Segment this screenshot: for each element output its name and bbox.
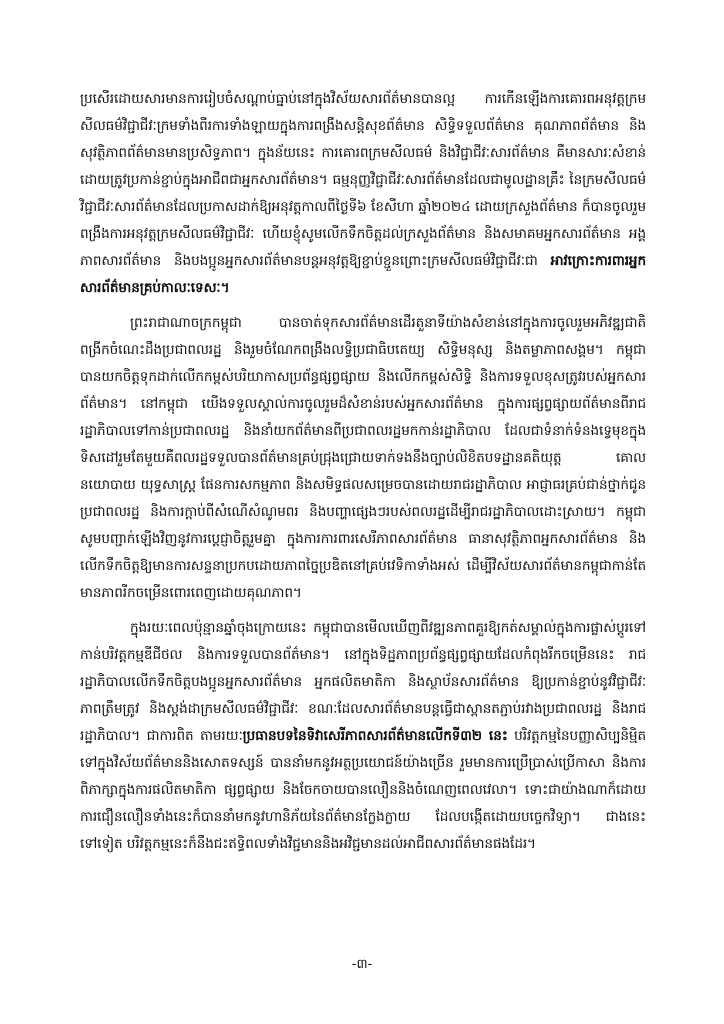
paragraph-3-bold-text: ប្រធានបទនៃទិវាសេរីភាពសារព័ត៌មានលើកទី៣២ នេះ [242,728,508,744]
page-number: -៣- [351,957,373,972]
paragraph-3 [80,615,646,858]
paragraph-3-text-end: បរិវត្តកម្មនៃបញ្ញាសិប្បនិម្មិតទៅក្នុងវិស័យព័ត៌មាននិងសោតទស្សន៍ បាននាំមកនូវអត្ថប្រយោជន៍យ៉ាងច្រើន រួមមានការប្រើប្រាស់ប្រើកាសា និងការពិភាក្សាក្នុងការផលិតមាតិកា ផ្សព្វផ្សាយ និងចែកចាយបានលឿននិងចំណេញពេលវេលា។ ទោះជាយ៉ាងណាក៏ដោយ ការជឿនលឿនទាំងនេះក៏បាននាំមកនូវហានិភ័យនៃព័ត៌មានក្លែងក្លាយ ដែលបង្កើតដោយបច្ចេកវិទ្យា។ ជាងនេះទៅទៀត បរិវត្តកម្មនេះក៏នឹងជះឥទ្ធិពលទាំងវិជ្ជមាននិងអវិជ្ជមានដល់អាជីពសារព័ត៌មានផងដែរ។ [80,728,646,852]
paragraph-1-text: ប្រសើរដោយសារមានការរៀបចំសណ្តាប់ធ្នាប់នៅក្នុងវិស័យសារព័ត៌មានបានល្អ ការកើនឡើងការគោរពអនុវត្តក្រមសីលធម៌វិជ្ជាជីវៈក្រមទាំងពីរការទាំងឡាយក្នុងការពង្រឹងសន្តិសុខព័ត៌មាន សិទ្ធិទទួលព័ត៌មាន គុណភាពព័ត៌មាន និងសុវត្ថិភាពព័ត៌មានមានប្រសិទ្ធភាព។ ក្នុងន័យនេះ ការគោរពក្រមសីលធម៌ និងវិជ្ជាជីវៈសារព័ត៌មាន គឺមានសារៈសំខាន់ ដោយត្រូវប្រកាន់ខ្ជាប់ក្នុងអាជីពជាអ្នកសារព័ត៌មាន។ ធម្មនុញ្ញវិជ្ជាជីវៈសារព័ត៌មានដែលជាមូលដ្ឋានគ្រឹះ នៃក្រមសីលធម៌វិជ្ជាជីវៈសារព័ត៌មានដែលប្រកាសដាក់ឱ្យអនុវត្តកាលពីថ្ងៃទី៦ ខែសីហា ឆ្នាំ២០២៤ ដោយក្រសួងព័ត៌មាន ក៏បានចូលរួមពង្រឹងការអនុវត្តក្រមសីលធម៌វិជ្ជាជីវៈ ហើយខ្ញុំសូមលើកទឹកចិត្តដល់ក្រសួងព័ត៌មាន និងសមាគមអ្នកសារព័ត៌មាន អង្គភាពសារព័ត៌មាន និងបងប្អូនអ្នកសារព័ត៌មានបន្តអនុវត្តឱ្យខ្ជាប់ខ្ជួនព្រោះក្រមសីលធម៌វិជ្ជាជីវៈជា [80,91,646,269]
paragraph-1 [80,86,646,302]
paragraph-3-text-start: ក្នុងរយៈពេលប៉ុន្មានឆ្នាំចុងក្រោយនេះ កម្ពុជាបានមើលឃើញពីវឌ្ឍនភាពគួរឱ្យកត់សម្គាល់ក្នុងការផ្លាស់ប្តូរទៅកាន់បរិវត្តកម្មឌីជីថល និងការទទួលបានព័ត៌មាន។ នៅក្នុងទិដ្ឋភាពប្រព័ន្ធផ្សព្វផ្សាយដែលកំពុងរីកចម្រើននេះ រាជរដ្ឋាភិបាលលើកទឹកចិត្តបងប្អូនអ្នកសារព័ត៌មាន អ្នកផលិតមាតិកា និងស្ថាប័នសារព័ត៌មាន ឱ្យប្រកាន់ខ្ជាប់នូវវិជ្ជាជីវៈ ភាពត្រឹមត្រូវ និងស្តង់ដាក្រមសីលធម៌វិជ្ជាជីវៈ ខណៈដែលសារព័ត៌មានបន្តធ្វើជាស្ពានតភ្ជាប់រវាងប្រជាពលរដ្ឋ និងរាជរដ្ឋាភិបាល។ ជាការពិត តាមរយៈ [80,620,646,744]
paragraph-2: ព្រះរាជាណាចក្រកម្ពុជា បានចាត់ទុកសារព័ត៌មានដើរតួនាទីយ៉ាងសំខាន់នៅក្នុងការចូលរួមអភិវឌ្ឍជាតិ ពង្រីកចំណេះដឹងប្រជាពលរដ្ឋ និងរួមចំណែកពង្រឹងលទ្ធិប្រជាធិបតេយ្យ សិទ្ធិមនុស្ស និងតម្លាភាពសង្គម។ កម្ពុជាបានយកចិត្តទុកដាក់លើកកម្ពស់បរិយាកាសប្រព័ន្ធផ្សព្វផ្សាយ និងលើកកម្ពស់សិទ្ធិ និងការទទួលខុសត្រូវរបស់អ្នកសារព័ត៌មាន។ នៅកម្ពុជា យើងទទួលស្គាល់ការចូលរួមដ៏សំខាន់របស់អ្នកសារព័ត៌មាន ក្នុងការផ្សព្វផ្សាយព័ត៌មានពីរាជរដ្ឋាភិបាលទៅកាន់ប្រជាពលរដ្ឋ និងនាំយកព័ត៌មានពីប្រជាពលរដ្ឋមកកាន់រដ្ឋាភិបាល ដែលជាទំនាក់ទំនងទ្វេមុខក្នុងទិសដៅរួមតែមួយគឺពលរដ្ឋទទួលបានព័ត៌មានគ្រប់ជ្រុងជ្រោយទាក់ទងនឹងច្បាប់លិខិតបទដ្ឋានគតិយុត្ត គោលនយោបាយ យុទ្ធសាស្ត្រ ផែនការសកម្មភាព និងសមិទ្ធផលសម្រេចបានដោយរាជរដ្ឋាភិបាល អាជ្ញាធរគ្រប់ជាន់ថ្នាក់ជូនប្រជាពលរដ្ឋ និងការក្តាប់ពីសំណើសំណូមពរ និងបញ្ហាផ្សេងៗរបស់ពលរដ្ឋដើម្បីរាជរដ្ឋាភិបាលដោះស្រាយ។ កម្ពុជាសូមបញ្ជាក់ឡើងវិញនូវការប្តេជ្ញាចិត្តរួមគ្នា ក្នុងការការពារសេរីភាពសារព័ត៌មាន ធានាសុវត្ថិភាពអ្នកសារព័ត៌មាន និងលើកទឹកចិត្តឱ្យមានការសន្ទនាប្រកបដោយភាពច្នៃប្រឌិតនៅគ្រប់វេទិកាទាំងអស់ ដើម្បីវិស័យសារព័ត៌មានកម្ពុជាកាន់តែមានភាពរីកចម្រើនពោរពេញដោយគុណភាព។ [80,315,646,601]
paragraph-1-bold-text: អាវក្រោះការពារអ្នកសារព័ត៌មានគ្រប់កាលៈទេសៈ។ [80,253,646,296]
